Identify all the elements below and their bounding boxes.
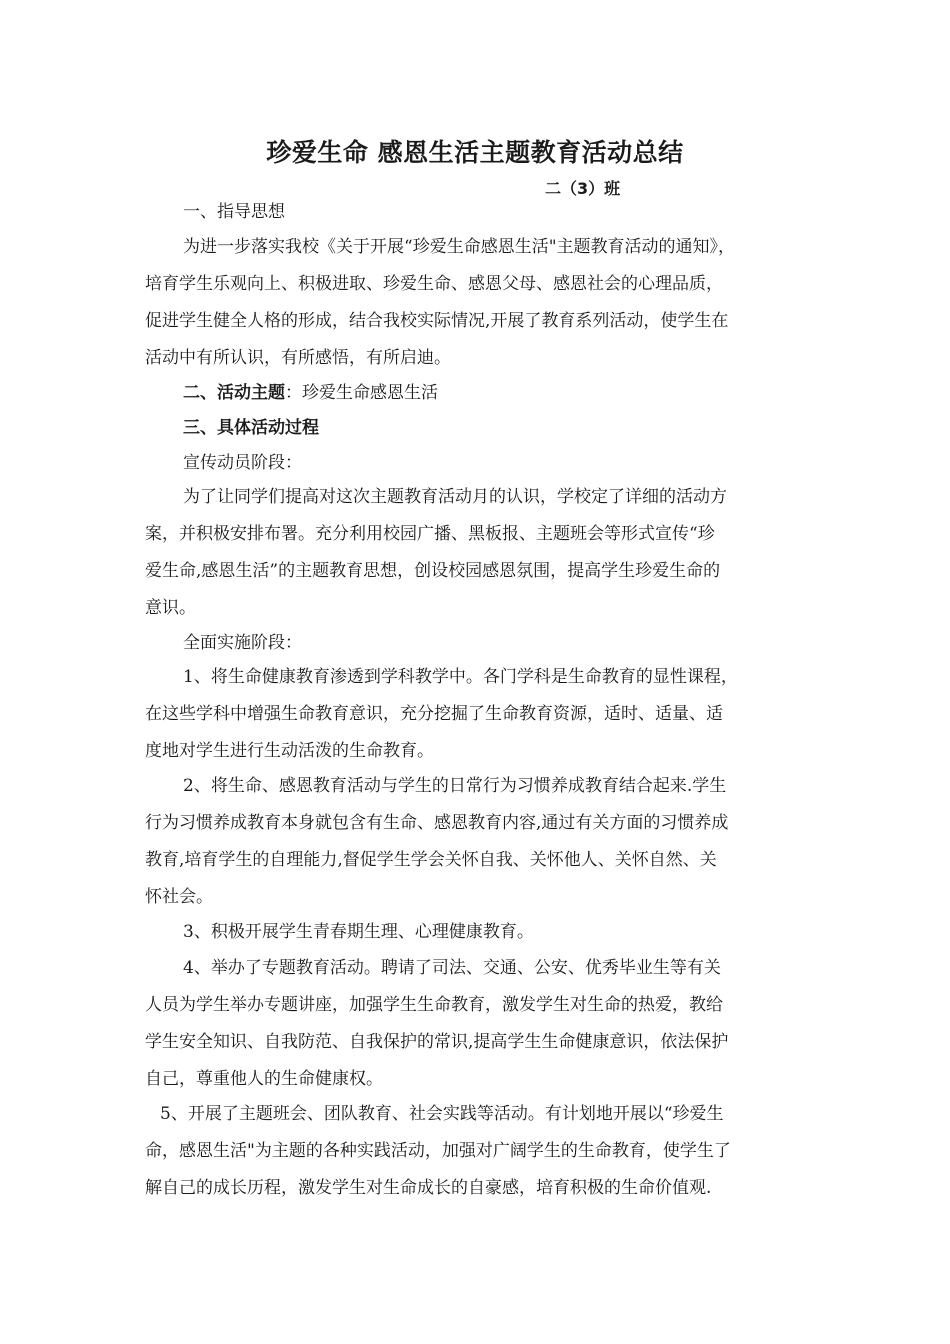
section-heading-activity-theme: 二、活动主题	[183, 383, 285, 403]
list-item-3-line: 3、积极开展学生青春期生理、心理健康教育。	[183, 922, 534, 942]
list-item-4-line: 人员为学生举办专题讲座，加强学生生命教育，激发学生对生命的热爱，教给	[145, 995, 723, 1015]
list-item-5-line: 命，感恩生活"为主题的各种实践活动，加强对广阔学生的生命教育，使学生了	[145, 1141, 731, 1161]
paragraph-line: 活动中有所认识，有所感悟，有所启迪。	[145, 348, 451, 368]
section-heading-activity-process: 三、具体活动过程	[183, 418, 319, 438]
class-label: 二（3）班	[545, 179, 621, 198]
section-activity-theme	[183, 385, 438, 402]
paragraph-line: 为了让同学们提高对这次主题教育活动月的认识，学校定了详细的活动方	[183, 487, 727, 507]
paragraph-line: 促进学生健全人格的形成，结合我校实际情况,开展了教育系列活动，使学生在	[145, 311, 729, 331]
list-item-5-line: 5、开展了主题班会、团队教育、社会实践等活动。有计划地开展以“珍爱生	[160, 1104, 724, 1124]
list-item-2-line: 怀社会。	[145, 887, 213, 907]
list-item-4-line: 学生安全知识、自我防范、自我保护的常识,提高学生生命健康意识，依法保护	[145, 1032, 729, 1052]
paragraph-line: 意识。	[145, 598, 196, 618]
paragraph-line: 培育学生乐观向上、积极进取、珍爱生命、感恩父母、感恩社会的心理品质，	[145, 274, 723, 294]
paragraph-line: 案，并积极安排布署。充分利用校园广播、黑板报、主题班会等形式宣传“珍	[145, 524, 715, 544]
document-title: 珍爱生命 感恩生活主题教育活动总结	[266, 138, 684, 167]
list-item-4-line: 自己，尊重他人的生命健康权。	[145, 1069, 383, 1089]
list-item-2-line: 行为习惯养成教育本身就包含有生命、感恩教育内容,通过有关方面的习惯养成	[145, 813, 729, 833]
list-item-4-line: 4、举办了专题教育活动。聘请了司法、交通、公安、优秀毕业生等有关	[183, 958, 721, 978]
stage-label-implementation: 全面实施阶段：	[183, 633, 302, 653]
list-item-5-line: 解自己的成长历程，激发学生对生命成长的自豪感，培育积极的生命价值观.	[145, 1178, 712, 1198]
list-item-1-line: 度地对学生进行生动活泼的生命教育。	[145, 741, 434, 761]
list-item-1-line: 1、将生命健康教育渗透到学科教学中。各门学科是生命教育的显性课程，	[183, 667, 738, 687]
list-item-1-line: 在这些学科中增强生命教育意识，充分挖掘了生命教育资源，适时、适量、适	[145, 704, 723, 724]
paragraph-line: 为进一步落实我校《关于开展“珍爱生命感恩生活"主题教育活动的通知》，	[183, 237, 736, 257]
activity-theme-value: 珍爱生命感恩生活	[302, 383, 438, 403]
list-item-2-line: 2、将生命、感恩教育活动与学生的日常行为习惯养成教育结合起来.学生	[183, 776, 727, 796]
list-item-2-line: 教育,培育学生的自理能力,督促学生学会关怀自我、关怀他人、关怀自然、关	[145, 850, 717, 870]
colon: ：	[285, 383, 302, 403]
paragraph-line: 爱生命,感恩生活”的主题教育思想，创设校园感恩氛围，提高学生珍爱生命的	[145, 561, 721, 581]
section-heading-guiding-thought: 一、指导思想	[183, 202, 285, 222]
stage-label-publicity: 宣传动员阶段：	[183, 453, 302, 473]
